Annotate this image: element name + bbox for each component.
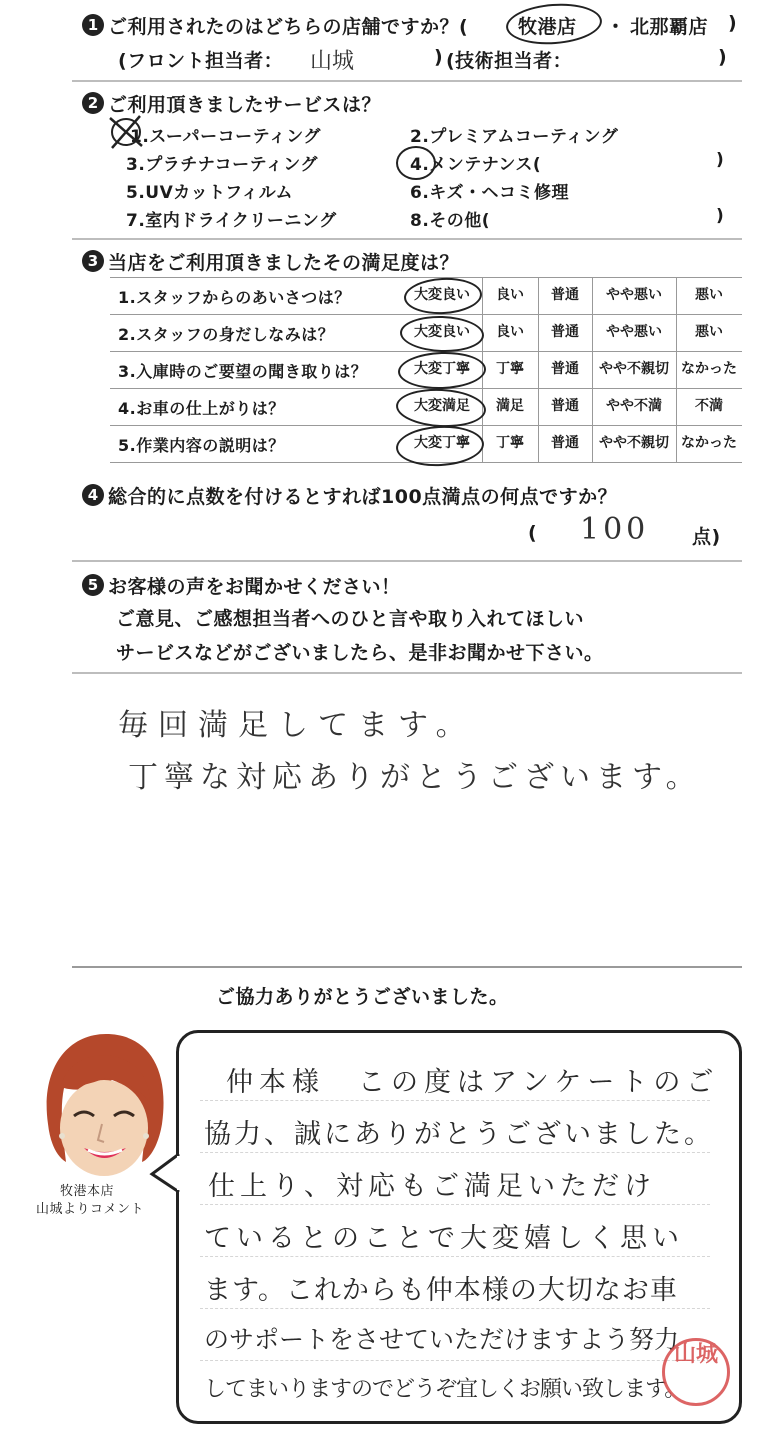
ruled-line [200,1308,710,1309]
rating-option: やや不満 [606,398,662,414]
ruled-line [200,1152,710,1153]
question-4-number: 4 [82,484,104,506]
service-option-2: 2.プレミアムコーティング [410,127,619,147]
rating-option: やや不親切 [599,435,669,451]
store-separator: ・ [606,16,626,38]
rating-option: 悪い [695,287,723,303]
ruled-line [200,1204,710,1205]
question-2-text: ご利用頂きましたサービスは？ [108,94,382,116]
rating-row-label: 5.作業内容の説明は？ [118,436,285,455]
service-8-close: ) [716,206,725,226]
question-1-number: 1 [82,14,104,36]
ruled-line [200,1360,710,1361]
divider [72,966,742,968]
bubble-tail [148,1150,182,1196]
ruled-line [200,1100,710,1101]
rating-option: なかった [681,435,737,451]
service-option-3: 3.プラチナコーティング [126,155,318,175]
rating-option: やや不親切 [599,361,669,377]
avatar-caption-store: 牧港本店 [60,1184,115,1199]
rating-option: 大変丁寧 [414,361,470,377]
divider [72,672,742,674]
divider [72,80,742,82]
comment-line-2: 協力、誠にありがとうございました。 [204,1119,714,1150]
rating-option: 大変丁寧 [414,435,470,451]
front-staff-value: 山城 [310,49,355,74]
tech-staff-close: ) [718,46,728,68]
store-option-kita-naha: 北那覇店 [630,16,709,38]
customer-answer-line-1: 毎回満足してます。 [118,708,476,743]
rating-option: 悪い [695,324,723,340]
rating-option: 丁寧 [496,435,524,451]
service-1-checkmark [104,112,148,152]
service-4-circle [396,146,436,180]
service-option-5: 5.UVカットフィルム [126,183,294,203]
score-open: ( [528,522,538,544]
rating-option: 普通 [551,324,579,340]
rating-option: 普通 [551,287,579,303]
name-seal-stamp: 山城 [662,1338,730,1406]
front-staff-close: ) [434,46,444,68]
rating-option: なかった [681,361,737,377]
comment-line-5: ます。これからも仲本様の大切なお車 [204,1275,678,1306]
comment-line-3: 仕上り、対応もご満足いただけ [208,1171,656,1202]
rating-option: やや悪い [606,324,662,340]
question-1-close: ) [728,12,738,34]
rating-row-label: 3.入庫時のご要望の聞き取りは？ [118,362,368,381]
rating-option: 大変良い [414,287,470,303]
rating-option: 普通 [551,435,579,451]
rating-option: 不満 [695,398,723,414]
tech-staff-label: (技術担当者： [446,50,573,72]
service-option-8: 8.その他( [410,211,491,231]
divider [72,560,742,562]
question-1-text: ご利用されたのはどちらの店舗ですか？( [108,16,469,38]
comment-line-1: 仲本様 この度はアンケートのご [226,1067,720,1098]
ruled-line [200,1256,710,1257]
score-unit: 点) [692,526,721,548]
rating-option: 丁寧 [496,361,524,377]
service-option-4: 4.メンテナンス( [410,155,542,175]
question-5-subtext-1: ご意見、ご感想担当者へのひと言や取り入れてほしい [116,608,585,630]
service-4-close: ) [716,150,725,170]
rating-option: 大変満足 [414,398,470,414]
comment-line-7: してまいりますのでどうぞ宜しくお願い致します。 [204,1377,686,1402]
question-5-text: お客様の声をお聞かせください！ [108,576,401,598]
divider [72,238,742,240]
service-option-7: 7.室内ドライクリーニング [126,211,337,231]
service-option-6: 6.キズ・ヘコミ修理 [410,183,569,203]
rating-option: 満足 [496,398,524,414]
rating-row-label: 1.スタッフからのあいさつは？ [118,288,351,307]
service-option-1: 1.スーパーコーティング [130,127,321,147]
customer-answer-line-2: 丁寧な対応ありがとうございます。 [128,760,702,795]
rating-option: やや悪い [606,287,662,303]
rating-option: 普通 [551,361,579,377]
question-4-text: 総合的に点数を付けるとすれば100点満点の何点ですか？ [108,486,618,508]
avatar-caption-name: 山城よりコメント [36,1202,145,1217]
question-3-text: 当店をご利用頂きましたその満足度は？ [108,252,460,274]
rating-option: 普通 [551,398,579,414]
rating-row-label: 4.お車の仕上がりは？ [118,399,285,418]
rating-option: 大変良い [414,324,470,340]
thanks-text: ご協力ありがとうございました。 [216,986,509,1008]
comment-line-6: のサポートをさせていただけますよう努力 [204,1325,680,1354]
question-3-number: 3 [82,250,104,272]
question-5-number: 5 [82,574,104,596]
rating-row-label: 2.スタッフの身だしなみは？ [118,325,335,344]
question-2-number: 2 [82,92,104,114]
score-value: 100 [580,512,650,547]
question-5-subtext-2: サービスなどがございましたら、是非お聞かせ下さい。 [116,642,604,664]
front-staff-label: (フロント担当者： [118,50,284,72]
rating-option: 良い [496,287,524,303]
store-option-makiminato: 牧港店 [518,16,577,38]
rating-option: 良い [496,324,524,340]
comment-line-4: ているとのことで大変嬉しく思い [204,1223,684,1254]
